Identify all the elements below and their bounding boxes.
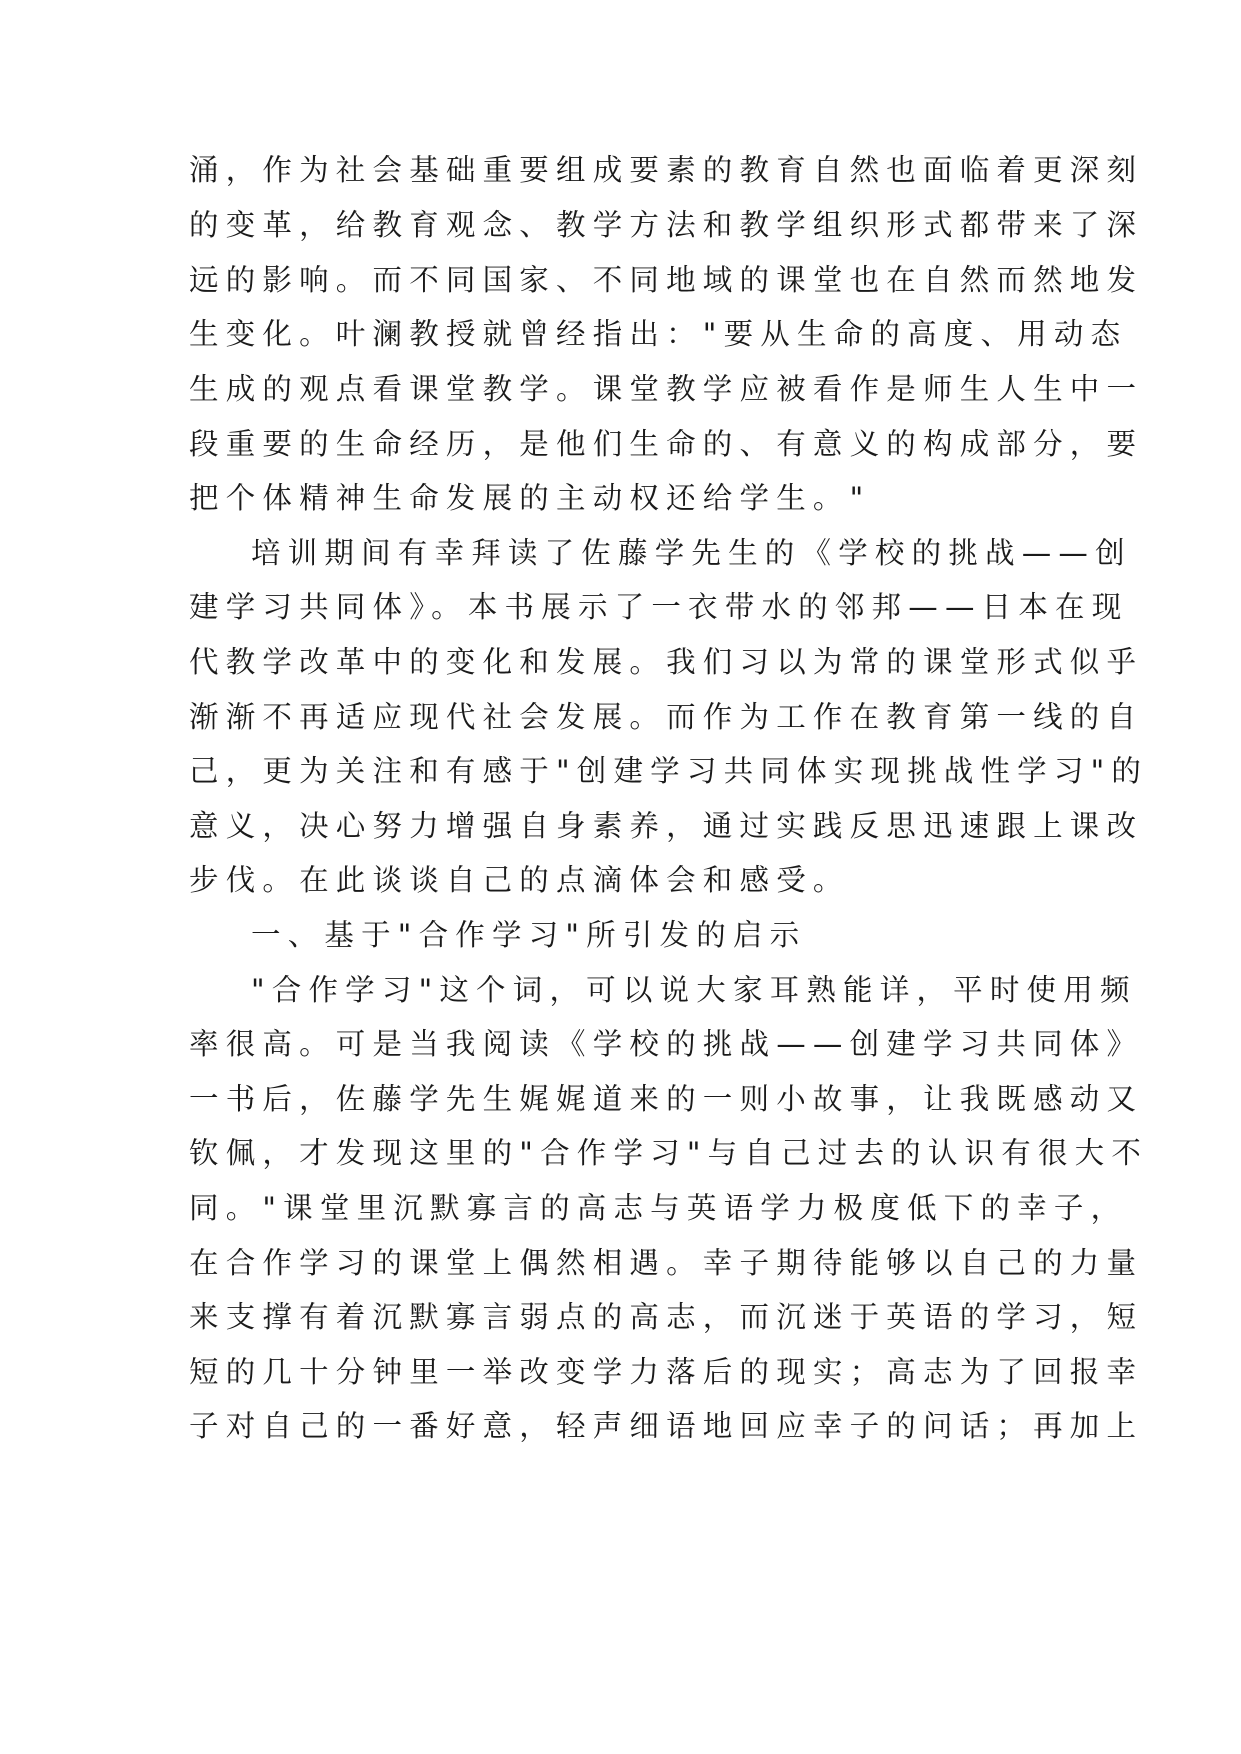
text-line: 建学习共同体》。本书展示了一衣带水的邻邦——日本在现 [189, 590, 1129, 624]
text-line: 钦佩，才发现这里的"合作学习"与自己过去的认识有很大不 [189, 1136, 1149, 1170]
text-line: 一书后，佐藤学先生娓娓道来的一则小故事，让我既感动又 [189, 1082, 1144, 1116]
section-heading: 一、基于"合作学习"所引发的启示 [251, 918, 807, 952]
text-line: 子对自己的一番好意，轻声细语地回应幸子的问话；再加上 [189, 1409, 1144, 1443]
text-line: 代教学改革中的变化和发展。我们习以为常的课堂形式似乎 [189, 645, 1144, 679]
text-line: 培训期间有幸拜读了佐藤学先生的《学校的挑战——创 [251, 536, 1132, 570]
text-line: 在合作学习的课堂上偶然相遇。幸子期待能够以自己的力量 [189, 1246, 1144, 1280]
text-line: 的变革，给教育观念、教学方法和教学组织形式都带来了深 [189, 208, 1144, 242]
text-line: 段重要的生命经历，是他们生命的、有意义的构成部分，要 [189, 427, 1144, 461]
text-line: 同。"课堂里沉默寡言的高志与英语学力极度低下的幸子， [189, 1191, 1128, 1225]
text-line: 己，更为关注和有感于"创建学习共同体实现挑战性学习"的 [189, 754, 1149, 788]
text-line: 生成的观点看课堂教学。课堂教学应被看作是师生人生中一 [189, 372, 1144, 406]
text-line: 短的几十分钟里一举改变学力落后的现实；高志为了回报幸 [189, 1355, 1144, 1389]
text-line: 把个体精神生命发展的主动权还给学生。" [189, 481, 871, 515]
text-line: 来支撑有着沉默寡言弱点的高志，而沉迷于英语的学习，短 [189, 1300, 1144, 1334]
text-line: "合作学习"这个词，可以说大家耳熟能详，平时使用频 [251, 973, 1137, 1007]
text-line: 率很高。可是当我阅读《学校的挑战——创建学习共同体》 [189, 1027, 1144, 1061]
text-line: 涌，作为社会基础重要组成要素的教育自然也面临着更深刻 [189, 153, 1144, 187]
text-line: 意义，决心努力增强自身素养，通过实践反思迅速跟上课改 [189, 809, 1144, 843]
text-line: 远的影响。而不同国家、不同地域的课堂也在自然而然地发 [189, 263, 1144, 297]
text-line: 步伐。在此谈谈自己的点滴体会和感受。 [189, 863, 850, 897]
text-line: 生变化。叶澜教授就曾经指出："要从生命的高度、用动态 [189, 317, 1128, 351]
text-line: 渐渐不再适应现代社会发展。而作为工作在教育第一线的自 [189, 700, 1144, 734]
